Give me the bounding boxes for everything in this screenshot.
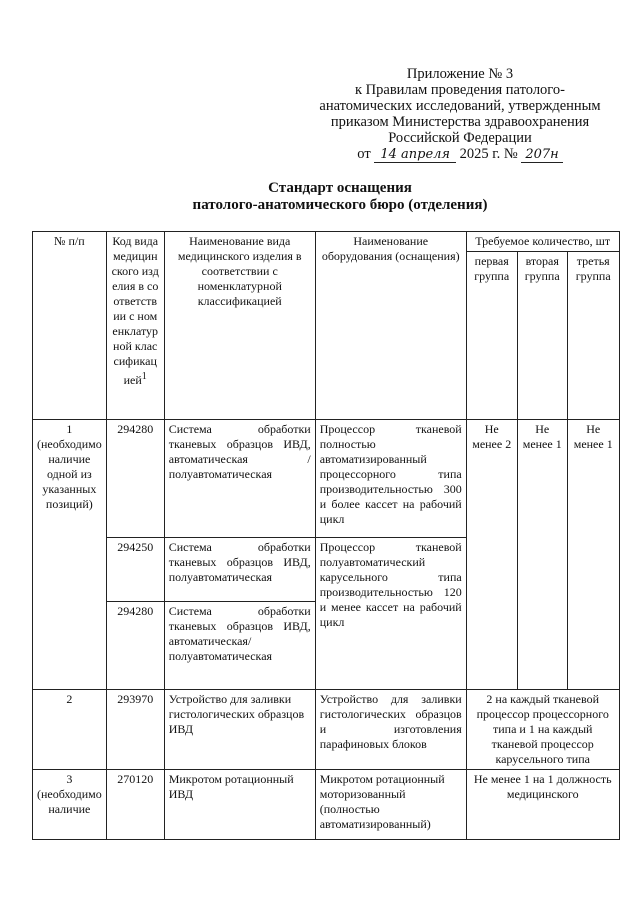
- header-group-3: третья группа: [567, 252, 619, 420]
- row2-device: Устройство для заливки гистологических образцов ИВД: [164, 690, 315, 770]
- appendix-line-4: приказом Министерства здравоохранения: [330, 114, 590, 130]
- header-group-2: вторая группа: [517, 252, 567, 420]
- header-group-1: первая группа: [466, 252, 517, 420]
- header-code: [106, 232, 164, 420]
- date-prefix: от: [357, 146, 371, 162]
- row3-device: Микротом ротационный ИВД: [164, 770, 315, 840]
- row3-code: 270120: [106, 770, 164, 840]
- appendix-line-2: к Правилам проведения патолого-: [355, 82, 565, 98]
- order-date-line: [300, 146, 620, 163]
- row1-group-3: Не менее 1: [567, 420, 619, 690]
- row3-equipment: Микротом ротационный моторизованный (полностью автоматизированный): [315, 770, 466, 840]
- row1-device-c: Система обработки тканевых образцов ИВД, автоматическая/полуавтоматическая: [164, 602, 315, 690]
- row2-num: 2: [33, 690, 107, 770]
- row3-quantity: Не менее 1 на 1 должность медицинского: [466, 770, 619, 840]
- row1-group-1: Не менее 2: [466, 420, 517, 690]
- title-line-1: Стандарт оснащения: [268, 180, 412, 196]
- appendix-line-5: Российской Федерации: [388, 130, 532, 146]
- row1-code-c: 294280: [106, 602, 164, 690]
- header-device-type: Наименование вида медицинского изделия в соответствии с номенклатурной классификацией: [164, 232, 315, 420]
- header-num: № п/п: [33, 232, 107, 420]
- header-code-text: Код вида медицинского изделия в соответствии с номенклатурной классификацией: [111, 234, 159, 387]
- header-equipment: Наименование оборудования (оснащения): [315, 232, 466, 420]
- row1-num: 1 (необходимо наличие одной из указанных позиций): [33, 420, 107, 690]
- row1-equipment-carousel: Процессор тканевой полуавтоматический карусельного типа производительностью 120 и менее кассет на рабочий цикл: [315, 538, 466, 690]
- handwritten-date: 14 апреля: [374, 147, 456, 163]
- row2-code: 293970: [106, 690, 164, 770]
- row2-quantity: 2 на каждый тканевой процессор процессорного типа и 1 на каждый тканевой процессор карусельного типа: [466, 690, 619, 770]
- row2-equipment: Устройство для заливки гистологических образцов и изготовления парафиновых блоков: [315, 690, 466, 770]
- row1-device-a: Система обработки тканевых образцов ИВД, автоматическая / полуавтоматическая: [164, 420, 315, 538]
- row1-equipment-automatic: Процессор тканевой полностью автоматизированный процессорного типа производительностью 300 и более кассет на рабочий цикл: [315, 420, 466, 538]
- date-year-number: 2025 г. №: [459, 146, 518, 162]
- handwritten-number: 207н: [521, 147, 562, 163]
- appendix-header: [300, 66, 620, 163]
- row3-num: 3 (необходимо наличие: [33, 770, 107, 840]
- footnote-marker: 1: [141, 371, 147, 382]
- row1-group-2: Не менее 1: [517, 420, 567, 690]
- appendix-line-3: анатомических исследований, утвержденным: [319, 98, 601, 114]
- appendix-line-1: Приложение № 3: [406, 66, 514, 82]
- row1-code-a: 294280: [106, 420, 164, 538]
- row1-device-b: Система обработки тканевых образцов ИВД, полуавтоматическая: [164, 538, 315, 602]
- equipment-standard-table: [32, 231, 620, 840]
- row1-code-b: 294250: [106, 538, 164, 602]
- title-line-2: патолого-анатомического бюро (отделения): [192, 197, 488, 213]
- header-quantity: Требуемое количество, шт: [466, 232, 619, 252]
- document-title: [0, 180, 640, 214]
